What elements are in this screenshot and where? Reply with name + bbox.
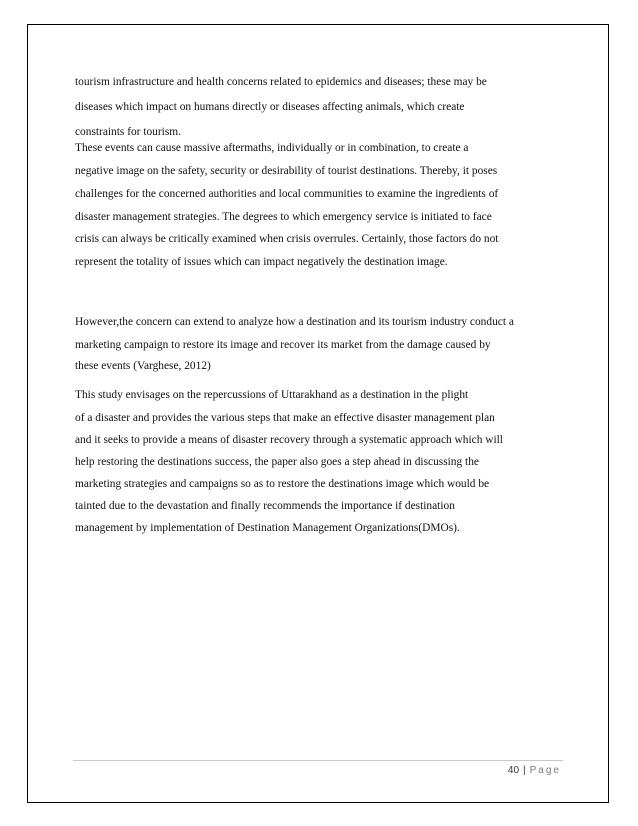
text-line: crisis can always be critically examined when crisis overrules. Certainly, those factors do not bbox=[75, 233, 499, 245]
text-line: management by implementation of Destination Management Organizations(DMOs). bbox=[75, 522, 460, 534]
text-line: help restoring the destinations success, the paper also goes a step ahead in discussing the bbox=[75, 456, 479, 468]
text-line: diseases which impact on humans directly or diseases affecting animals, which create bbox=[75, 101, 465, 113]
text-line: This study envisages on the repercussions of Uttarakhand as a destination in the plight bbox=[75, 389, 469, 401]
footer-divider bbox=[73, 760, 563, 761]
page-separator: | bbox=[523, 765, 526, 776]
text-line: represent the totality of issues which can impact negatively the destination image. bbox=[75, 256, 448, 268]
text-line: tainted due to the devastation and finally recommends the importance if destination bbox=[75, 500, 455, 512]
text-line: these events (Varghese, 2012) bbox=[75, 360, 211, 372]
text-line: constraints for tourism. bbox=[75, 126, 181, 138]
text-line: marketing strategies and campaigns so as to restore the destinations image which would be bbox=[75, 478, 490, 490]
page-label: Page bbox=[529, 765, 561, 776]
text-line: negative image on the safety, security or desirability of tourist destinations. Thereby, it poses bbox=[75, 165, 498, 177]
text-line: However,the concern can extend to analyze how a destination and its tourism industry conduct a bbox=[75, 316, 514, 328]
page-number: 40 bbox=[507, 765, 520, 776]
text-line: marketing campaign to restore its image and recover its market from the damage caused by bbox=[75, 339, 491, 351]
text-line: disaster management strategies. The degrees to which emergency service is initiated to face bbox=[75, 211, 492, 223]
text-line: These events can cause massive aftermaths, individually or in combination, to create a bbox=[75, 142, 469, 154]
text-line: and it seeks to provide a means of disaster recovery through a systematic approach which will bbox=[75, 434, 503, 446]
text-line: of a disaster and provides the various steps that make an effective disaster management plan bbox=[75, 412, 495, 424]
page-footer bbox=[508, 765, 561, 776]
text-line: tourism infrastructure and health concerns related to epidemics and diseases; these may be bbox=[75, 76, 487, 88]
text-line: challenges for the concerned authorities and local communities to examine the ingredients of bbox=[75, 188, 499, 200]
